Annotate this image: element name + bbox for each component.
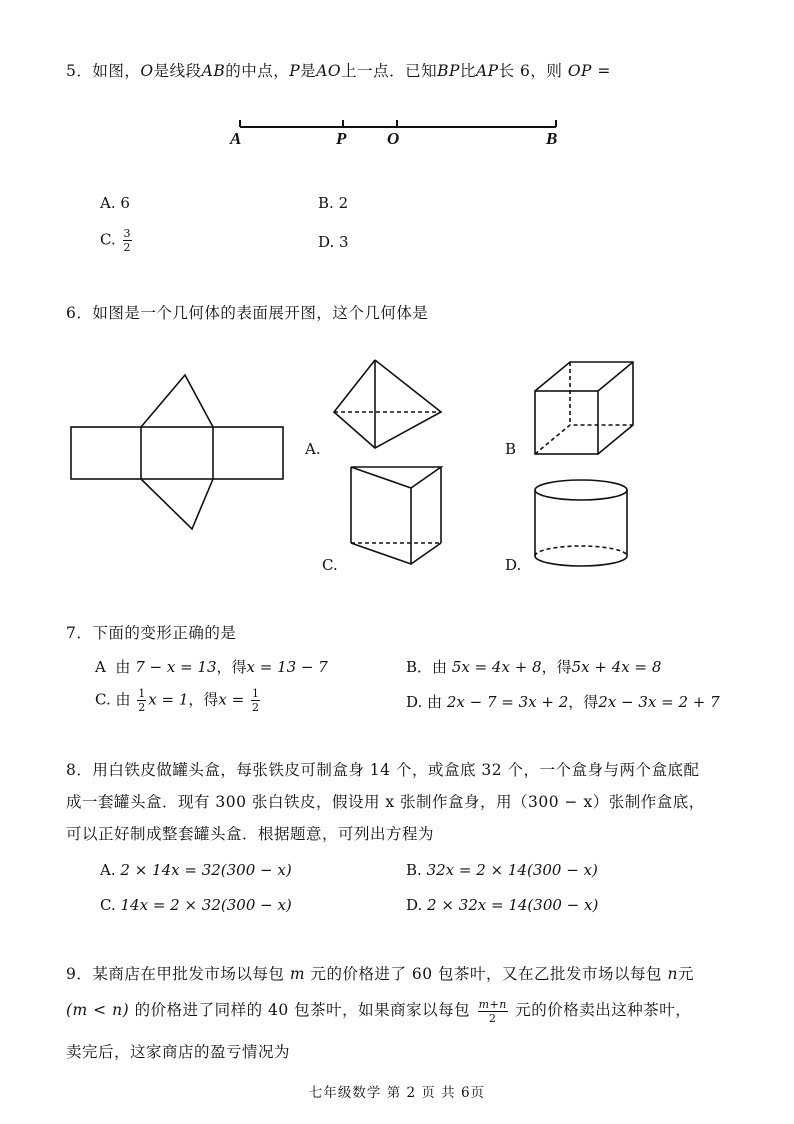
point-label-p: P — [336, 129, 347, 148]
q7-stem: 7．下面的变形正确的是 — [66, 624, 237, 642]
page-footer: 七年级数学 第 2 页 共 6页 — [308, 1085, 486, 1101]
point-label-b: B — [546, 129, 558, 148]
fraction: $\frac{1}{2}$ — [138, 687, 146, 714]
q5-option-d[interactable]: D. 3 — [318, 233, 349, 251]
q6-stem: 6．如图是一个几何体的表面展开图，这个几何体是 — [66, 304, 429, 322]
fraction: $\frac{m+n}{2}$ — [478, 997, 507, 1025]
q7-option-a[interactable]: A 由 7 − x = 13，得x = 13 − 7 — [95, 658, 328, 676]
q5-option-a[interactable]: A. 6 — [100, 194, 130, 212]
q8-stem-line-3: 可以正好制成整套罐头盒．根据题意，可列出方程为 — [66, 825, 435, 843]
q7-option-c[interactable]: C. 由 $\frac{1}{2}$ x = 1，得x = $\frac{1}{2}$ — [95, 687, 259, 714]
q8-option-a[interactable]: A. 2 × 14x = 32(300 − x) — [100, 861, 292, 879]
q8-option-d[interactable]: D. 2 × 32x = 14(300 − x) — [406, 896, 599, 914]
q7-option-d[interactable]: D. 由 2x − 7 = 3x + 2，得2x − 3x = 2 + 7 — [406, 693, 720, 711]
q5-option-b[interactable]: B. 2 — [318, 194, 349, 212]
option-d-label[interactable]: D. — [505, 556, 522, 574]
q5-option-c[interactable]: C. $\frac{3}{2}$ — [100, 227, 131, 254]
q9-stem-line-3: 卖完后，这家商店的盈亏情况为 — [66, 1043, 291, 1061]
option-b-label[interactable]: B — [505, 440, 517, 458]
q9-stem-line-1: 9．某商店在甲批发市场以每包 m 元的价格进了 60 包茶叶，又在乙批发市场以每包 n元 — [66, 965, 694, 983]
point-label-o: O — [387, 129, 400, 148]
fraction: $\frac{1}{2}$ — [252, 687, 259, 714]
q8-option-c[interactable]: C. 14x = 2 × 32(300 − x) — [100, 896, 292, 914]
q9-stem-line-2: (m < n) 的价格进了同样的 40 包茶叶，如果商家以每包 $\frac{m+n}{2}$ 元的价格卖出这种茶叶， — [66, 997, 692, 1025]
q8-stem-line-1: 8．用白铁皮做罐头盒，每张铁皮可制盒身 14 个，或盒底 32 个，一个盒身与两个盒底配 — [66, 761, 700, 779]
q5-stem: 5．如图，O是线段AB的中点，P是AO上一点．已知BP比AP长 6，则 OP = — [66, 62, 611, 80]
q8-stem-line-2: 成一套罐头盒．现有 300 张白铁皮，假设用 x 张制作盒身，用（300 − x）张制作盒底， — [66, 793, 705, 811]
q7-option-b[interactable]: B．由 5x = 4x + 8，得5x + 4x = 8 — [406, 658, 662, 676]
option-a-label[interactable]: A. — [305, 440, 321, 458]
q8-option-b[interactable]: B. 32x = 2 × 14(300 − x) — [406, 861, 598, 879]
fraction: $\frac{3}{2}$ — [123, 227, 131, 254]
option-c-label[interactable]: C. — [322, 556, 338, 574]
point-label-a: A — [230, 129, 242, 148]
